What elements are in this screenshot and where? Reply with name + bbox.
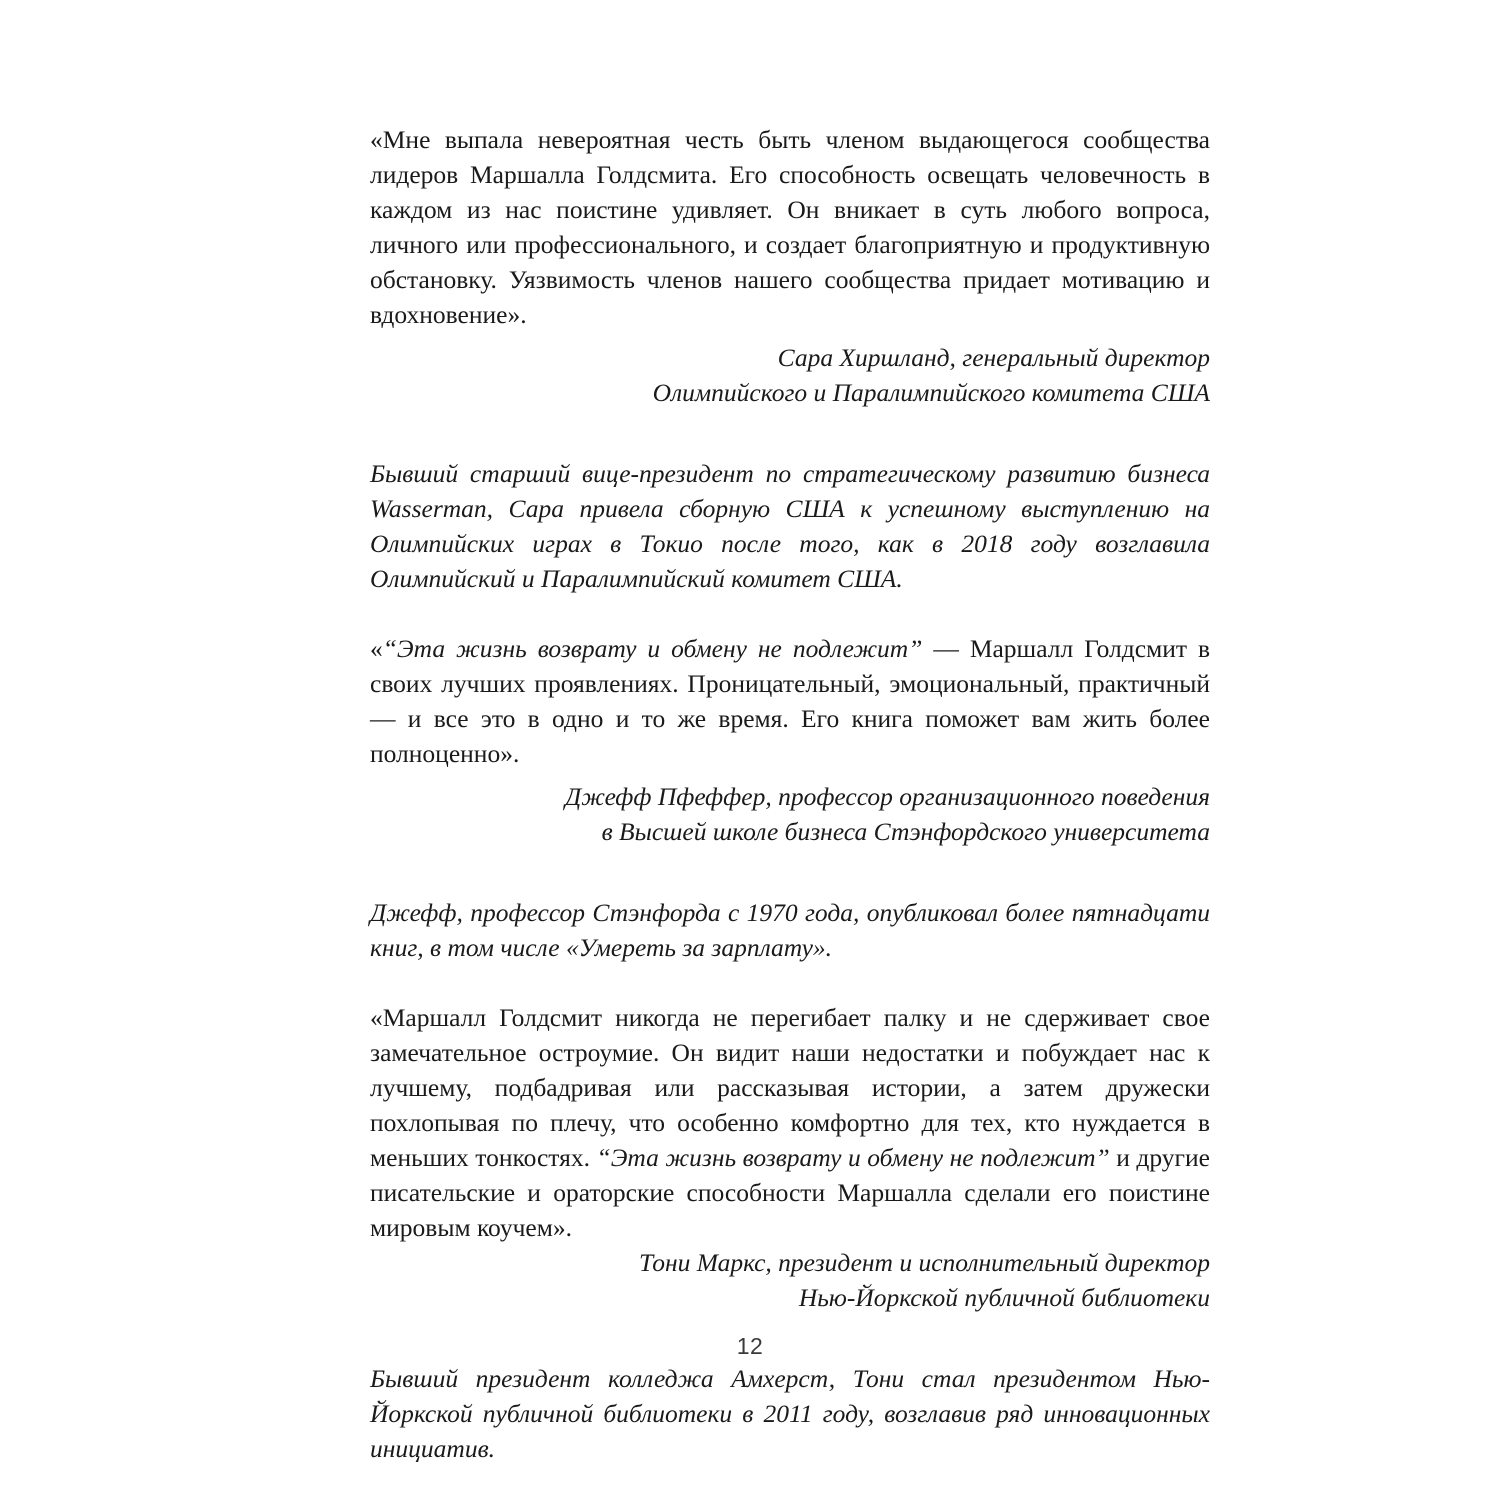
spacer [370,410,1210,456]
biography-1: Бывший старший вице-президент по стратегическому развитию бизнеса Wasserman, Сара привела сборную США к успешному выступлению на Олимпийских играх в Токио после того, как в 2018 году возглавила Олимпийский и Паралимпийский комитет США. [370,459,1210,593]
page-number: 12 [736,1333,764,1359]
attribution-3-line-1: Тони Маркс, президент и исполнительный директор [638,1248,1210,1277]
quote-2-body: — Маршалл Голдсмит в своих лучших проявлениях. Проницательный, эмоциональный, практичный — и все это в одно и то же время. Его книга поможет вам жить более полноценно». [370,634,1211,768]
attribution-1-line-1: Сара Хиршланд, генеральный директор [777,343,1210,372]
testimonial-quote-2 [370,631,1210,771]
attribution-1-line-2: Олимпийского и Паралимпийского комитета США [652,378,1210,407]
attribution-3-line-2: Нью-Йоркской публичной библиотеки [798,1283,1210,1312]
spacer [370,965,1210,1000]
spacer [370,849,1210,895]
text-column [370,122,1210,1466]
book-title-italic: “Эта жизнь возврату и обмену не подлежит” [382,634,923,663]
spacer [370,596,1210,631]
attribution-2-line-1: Джефф Пфеффер, профессор организационного поведения [564,782,1210,811]
book-title-italic: “Эта жизнь возврату и обмену не подлежит” [596,1143,1110,1172]
testimonial-quote-3 [370,1000,1210,1245]
biography-3: Бывший президент колледжа Амхерст, Тони стал президентом Нью-Йоркской публичной библиотеки в 2011 году, возглавив ряд инновационных инициатив. [370,1364,1210,1463]
quote-2-open-mark: « [370,634,383,663]
spacer [370,771,1210,779]
quote-3-body-before: «Маршалл Голдсмит никогда не перегибает палку и не сдерживает свое замечательное остроумие. Он видит наши недостатки и побуждает нас к лучшему, подбадривая или рассказывая истории, а затем дружески похлопывая по плечу, что особенно комфортно для тех, кто нуждается в меньших тонкостях. [370,1003,1210,1172]
attribution-2-line-2: в Высшей школе бизнеса Стэнфордского университета [601,817,1210,846]
biography-2: Джефф, профессор Стэнфорда с 1970 года, опубликовал более пятнадцати книг, в том числе «Умереть за зарплату». [370,898,1210,962]
testimonial-quote-1: «Мне выпала невероятная честь быть членом выдающегося сообщества лидеров Маршалла Голдсмита. Его способность освещать человечность в каждом из нас поистине удивляет. Он вникает в суть любого вопроса, личного или профессионального, и создает благоприятную и продуктивную обстановку. Уязвимость членов нашего сообщества придает мотивацию и вдохновение». [370,125,1210,329]
quote-3-body-after: и другие писательские и ораторские способности Маршалла сделали его поистине мировым коучем». [370,1143,1210,1242]
spacer [370,332,1210,340]
